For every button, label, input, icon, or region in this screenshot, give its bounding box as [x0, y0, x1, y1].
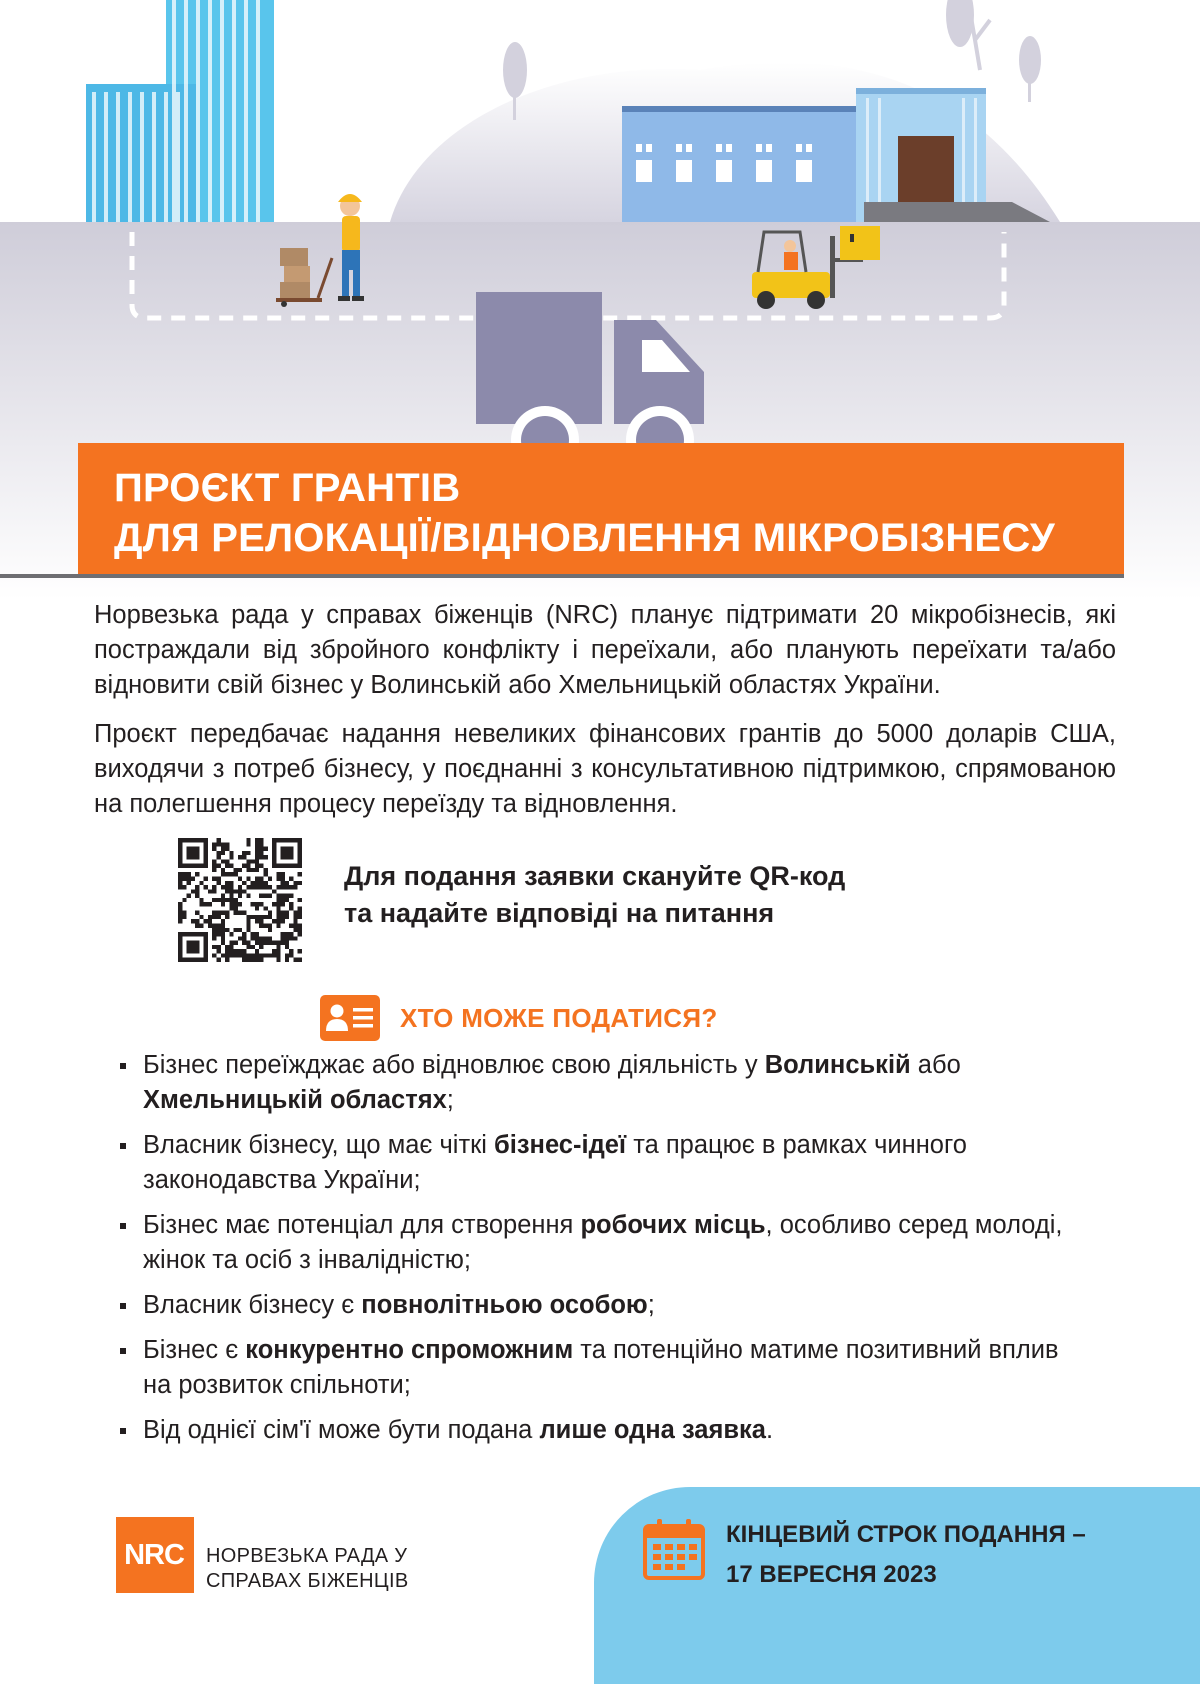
organization-name-line-1: НОРВЕЗЬКА РАДА У [206, 1545, 408, 1567]
eligibility-item [118, 1288, 1078, 1323]
intro-paragraph-1: Норвезька рада у справах біженців (NRC) планує підтримати 20 мікробізнесів, які постраждали від збройного конфлікту і переїхали, або планують переїхати та/або відновити свій бізнес у Волинській або Хмельницькій областях України. [94, 601, 1116, 699]
office-buildings [86, 0, 274, 222]
title-underline [0, 574, 1124, 578]
organization-name-line-2: СПРАВАХ БІЖЕНЦІВ [206, 1570, 409, 1592]
organization-name [206, 1544, 409, 1594]
deadline-label: КІНЦЕВИЙ СТРОК ПОДАННЯ – [726, 1521, 1086, 1548]
eligibility-item-text: або [910, 1051, 961, 1079]
logo-divider [192, 1517, 194, 1593]
eligibility-item-text: Бізнес має потенціал для створення [143, 1211, 581, 1239]
qr-code[interactable] [178, 838, 302, 962]
eligibility-item-text: , особливо серед молоді, жінок та осіб з інвалідністю; [143, 1211, 1063, 1274]
eligibility-item-emphasis: лише одна заявка [539, 1416, 766, 1444]
deadline-date: 17 ВЕРЕСНЯ 2023 [726, 1561, 937, 1588]
eligibility-item-emphasis: робочих місць [580, 1211, 766, 1239]
calendar-icon [643, 1518, 705, 1580]
nrc-logo-text: NRC [124, 1538, 184, 1571]
eligibility-item-emphasis: Волинській [764, 1051, 911, 1079]
eligibility-item-text: Власник бізнесу є [143, 1291, 362, 1319]
intro-paragraph-2: Проєкт передбачає надання невеликих фінансових грантів до 5000 доларів США, виходячи з потреб бізнесу, у поєднанні з консультативною підтримкою, спрямованою на полегшення процесу переїзду та відновлення. [94, 720, 1116, 818]
eligibility-item-text: Бізнес є [143, 1336, 246, 1364]
eligibility-item-emphasis: конкурентно спроможним [245, 1336, 574, 1364]
eligibility-item-text: Від однієї сім'ї може бути подана [143, 1416, 540, 1444]
nrc-logo [116, 1517, 192, 1593]
deadline-text [726, 1515, 1086, 1595]
eligibility-item [118, 1128, 1078, 1198]
title-banner [78, 443, 1124, 575]
qr-instructions [344, 858, 845, 932]
eligibility-item [118, 1208, 1078, 1278]
id-card-icon [320, 995, 380, 1041]
who-can-apply-title: ХТО МОЖЕ ПОДАТИСЯ? [400, 1002, 718, 1033]
eligibility-item-text: ; [647, 1291, 655, 1319]
eligibility-item-text: та працює в рамках чинного законодавства України; [143, 1131, 967, 1194]
tree-icon [946, 0, 1041, 102]
eligibility-item-emphasis: повнолітньою особою [361, 1291, 648, 1319]
eligibility-item [118, 1048, 1078, 1118]
title-line-1: ПРОЄКТ ГРАНТІВ [114, 466, 461, 510]
who-can-apply-heading [320, 995, 718, 1041]
warehouse-building [622, 88, 1050, 222]
eligibility-item-text: ; [446, 1086, 454, 1114]
qr-instructions-line-1: Для подання заявки скануйте QR-код [344, 861, 846, 891]
intro-text [94, 598, 1116, 836]
eligibility-item-text: та потенційно матиме позитивний вплив на розвиток спільноти; [143, 1336, 1059, 1399]
title-line-2: ДЛЯ РЕЛОКАЦІЇ/ВІДНОВЛЕННЯ МІКРОБІЗНЕСУ [114, 516, 1055, 560]
eligibility-item-emphasis: бізнес-ідеї [494, 1131, 627, 1159]
eligibility-item-text: . [765, 1416, 774, 1444]
qr-instructions-line-2: та надайте відповіді на питання [344, 898, 775, 928]
eligibility-list [118, 1048, 1078, 1458]
eligibility-item-emphasis: Хмельницькій областях [143, 1086, 447, 1114]
eligibility-item-text: Власник бізнесу, що має чіткі [143, 1131, 495, 1159]
eligibility-item [118, 1413, 1078, 1448]
eligibility-item-text: Бізнес переїжджає або відновлює свою діяльність у [143, 1051, 765, 1079]
eligibility-item [118, 1333, 1078, 1403]
